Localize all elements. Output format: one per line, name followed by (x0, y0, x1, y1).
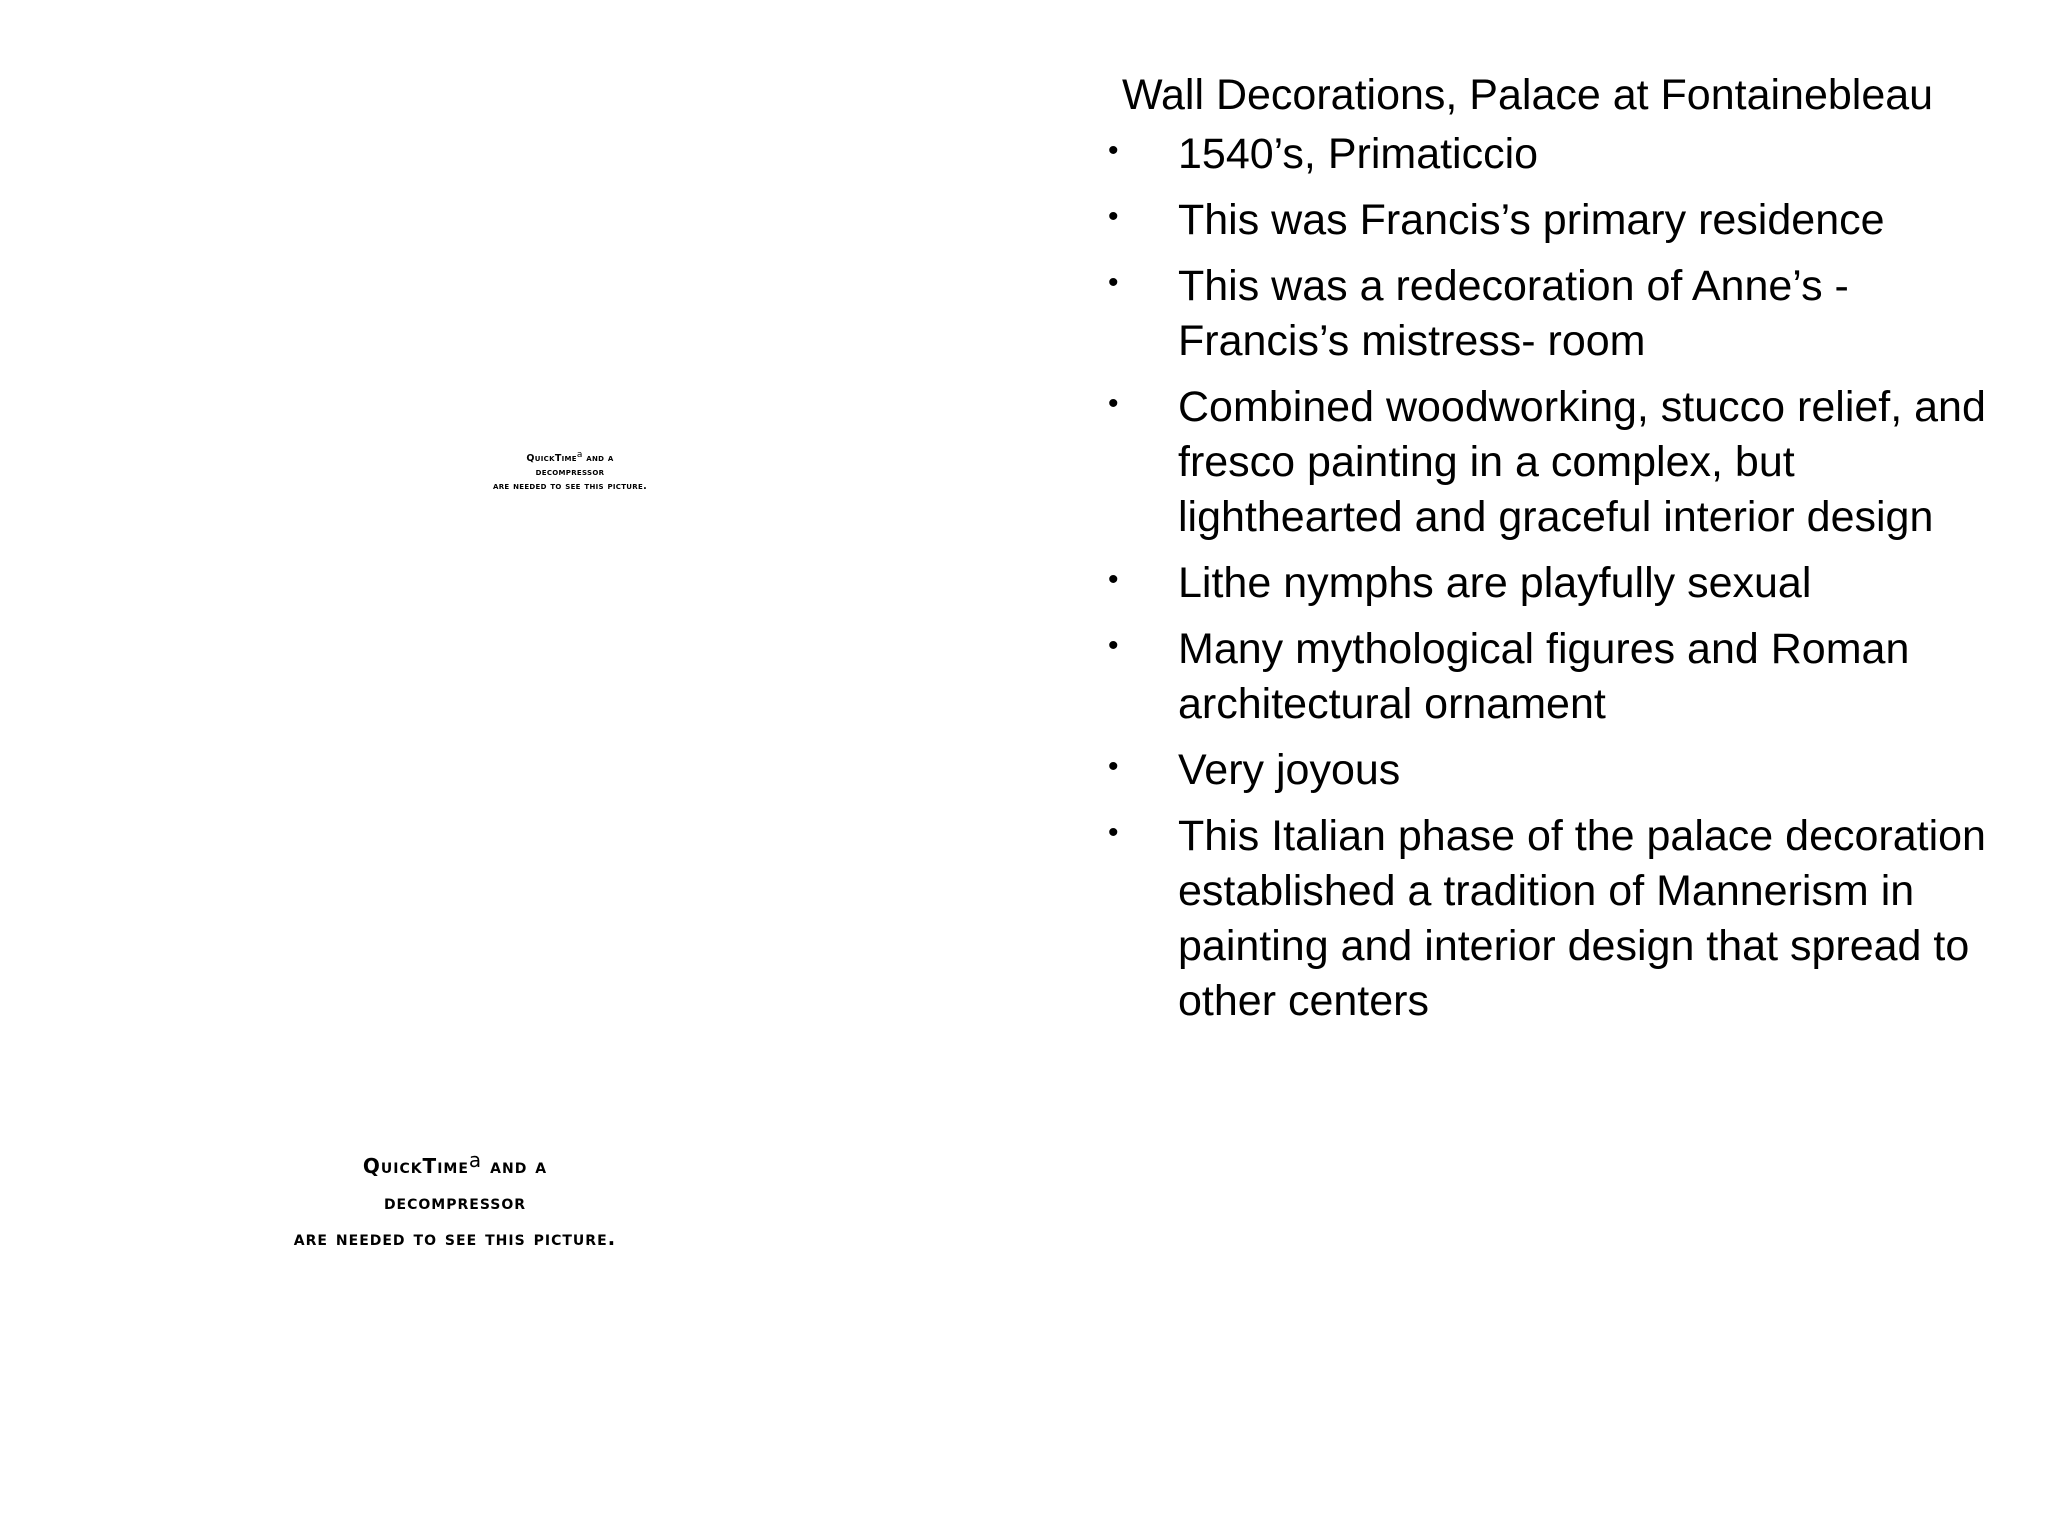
bullet-icon: • (1108, 563, 1119, 596)
bullet-icon: • (1108, 200, 1119, 233)
placeholder-line-3: are needed to see this picture. (293, 1226, 617, 1250)
bullet-text: Lithe nymphs are playfully sexual (1178, 559, 1812, 607)
bullet-item (1108, 380, 2008, 545)
bullet-icon: • (1108, 266, 1119, 299)
bullet-item (1108, 743, 2008, 798)
bullet-text: This was a redecoration of Anne’s - Francis’s mistress- room (1178, 262, 1849, 365)
bullet-list (1108, 127, 2008, 1029)
bullet-icon: • (1108, 134, 1119, 167)
image-placeholder-large (220, 1148, 690, 1256)
placeholder-line-3: are needed to see this picture. (493, 481, 647, 493)
bullet-item (1108, 556, 2008, 611)
bullet-icon: • (1108, 629, 1119, 662)
placeholder-line-1: QuickTime$^a$ and a (362, 1148, 548, 1178)
bullet-item (1108, 193, 2008, 248)
bullet-text: Very joyous (1178, 746, 1401, 794)
bullet-item (1108, 127, 2008, 182)
image-placeholder-small (470, 448, 670, 494)
slide-content (1108, 64, 2008, 1029)
bullet-icon: • (1108, 816, 1119, 849)
bullet-text: Many mythological figures and Roman architectural ornament (1178, 625, 1910, 728)
placeholder-line-1: QuickTime$^a$ and a (526, 450, 614, 465)
bullet-item (1108, 809, 2008, 1029)
placeholder-line-2: decompressor (535, 467, 605, 479)
bullet-icon: • (1108, 387, 1119, 420)
bullet-text: 1540’s, Primaticcio (1178, 130, 1539, 178)
bullet-text: This was Francis’s primary residence (1178, 196, 1885, 244)
bullet-icon: • (1108, 750, 1119, 783)
bullet-item (1108, 622, 2008, 732)
slide-title: Wall Decorations, Palace at Fontainebleau (1122, 71, 1934, 119)
placeholder-line-2: decompressor (383, 1190, 527, 1214)
bullet-item (1108, 259, 2008, 369)
bullet-text: Combined woodworking, stucco relief, and fresco painting in a complex, but lighthearted and graceful interior design (1178, 383, 1986, 541)
bullet-text: This Italian phase of the palace decoration established a tradition of Mannerism in painting and interior design that spread to other centers (1178, 812, 1986, 1025)
